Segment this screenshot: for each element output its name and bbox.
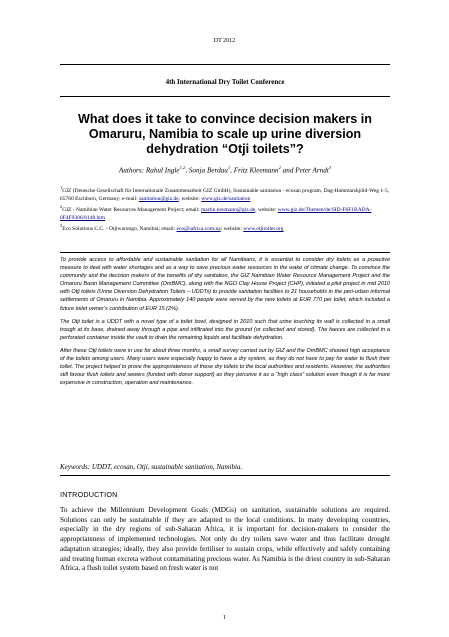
abstract-paragraph: The Otji toilet is a UDDT with a novel type of a toilet bowl, designed in 2010 such that urine touching its wall is collected in a small trough at its base, drained away through a pipe and infiltrated into the ground (or collected and stored). The faeces are collected in a perforated container inside the vault to drain the remaining liquids and facilitate dehydration. xyxy=(60,318,390,341)
page-number: 1 xyxy=(222,614,227,621)
affiliations xyxy=(60,184,390,234)
author-sep: , xyxy=(230,166,234,175)
email-link[interactable]: sanitation@giz.de xyxy=(138,196,179,203)
affil-text: Eco Solutions C.C. - Otjiwarongo, Namibia; email: xyxy=(62,226,177,233)
keywords: Keywords: UDDT, ecosan, Otji, sustainable sanitation, Namibia. xyxy=(60,463,243,471)
author-affil-mark: 1,2 xyxy=(179,165,186,170)
author-name: Sonja Berdau xyxy=(188,166,228,175)
keywords-bottom-rule xyxy=(60,475,390,476)
affil-text: , website: xyxy=(255,207,278,214)
affil-mark: 1 xyxy=(60,185,63,190)
affil-text: GIZ (Deutsche Gesellschaft für Internationale Zusammenarbeit GIZ GmbH), Sustainable sanitation - ecosan program, Dag-Hammarskjöld-Weg 1-5, 65760 Eschborn, Germany; e-mail: xyxy=(60,187,390,203)
abstract xyxy=(60,256,390,392)
abstract-paragraph: After these Otji toilets were in use for about three months, a small survey carried out by GIZ and the OmBMC showed high acceptance of the toilets among users. Many users were especially happy to have a dry system, as they do not have to pay for water to flush their toilet. The project helped to prove the appropriateness of these dry toilets to the local authorities and residents. However, the authorities still favour flush toilets and sewers (funded with donor support) as they perceive it as a “high class” solution even though it is far more expensive in construction, operation and maintenance. xyxy=(60,347,390,387)
running-head: DT 2012 xyxy=(213,38,236,44)
affil-text: GIZ - Namibian Water Resources Management Project; email: xyxy=(62,207,201,214)
affil-mark: 3 xyxy=(60,223,63,229)
author-sep: , xyxy=(185,166,189,175)
author-name: Peter Arndt xyxy=(295,166,329,175)
conference-title: 4th International Dry Toilet Conference xyxy=(165,78,285,86)
affil-text: , website: xyxy=(178,196,202,203)
website-link[interactable]: www.giz.de/sanitation xyxy=(201,196,251,203)
author-affil-mark: 1 xyxy=(227,165,231,170)
website-link[interactable]: www.otjitoilet.org xyxy=(243,226,284,233)
section-heading: INTRODUCTION xyxy=(60,490,118,499)
website-link[interactable]: www.giz.de/Themen/de/SID-F6F1BADA-0F4F9306/8148.htm xyxy=(60,207,372,222)
affiliation-item xyxy=(60,184,390,203)
email-link[interactable]: martin.neumann@giz.de xyxy=(201,207,256,214)
paper-title: What does it take to convince decision makers in Omaruru, Namibia to scale up urine diversion dehydration “Otji toilets”? xyxy=(78,112,372,156)
author-affil-mark: 2 xyxy=(278,165,281,170)
email-link[interactable]: eco@iafrica.com.na xyxy=(176,226,221,233)
author-sep: and xyxy=(280,166,296,175)
author-affil-mark: 3 xyxy=(328,165,332,170)
abstract-paragraph: To provide access to affordable and sustainable sanitation for all Namibians, it is essential to consider dry toilets as a proactive measure to deal with water shortages and as a way to save precious water resources in the wake of climate change. To convince the community and the decision makers of the benefits of dry sanitation, the GIZ Namibian Water Resource Management Project and the Omaruru Basin Management Committee (OmBMC), along with the NGO Clay House Project (CHP), initiated a pilot project in mid 2010 with Otji toilets (Urine Diversion Dehydration Toilets – UDDTs) to provide sanitation facilities to 21 households in the peri-urban informal settlements of Omaruru in Namibia. Approximately 140 people were served by the new toilets at EUR 770 per toilet, which included a future toilet owner’s contribution of EUR 15 (2%). xyxy=(60,257,390,312)
affiliation-item xyxy=(60,222,390,233)
affiliation-item xyxy=(60,203,390,222)
affil-mark: 2 xyxy=(60,204,63,210)
intro-paragraph: To achieve the Millennium Development Goals (MDGs) on sanitation, sustainable solutions are required. Solutions can only be sustainable if they are adapted to the local conditions. In many developing countries, especially in the dry regions of sub-Saharan Africa, it is important for decision-makers to consider the appropriateness of implemented technologies. Not only do dry toilets save water and thus facilitate drought adaptation strategies; ideally, they also provide fertiliser to sustain crops, while effectively and safely containing and treating human excreta without contaminating precious water. As Namibia is the driest country in sub-Saharan Africa, a flush toilet system based on fresh water is not xyxy=(60,506,390,573)
conference-banner xyxy=(60,64,390,97)
author-name: Rahul Ingle xyxy=(145,166,180,175)
author-line xyxy=(60,165,390,174)
abstract-top-rule xyxy=(60,252,390,253)
author-name: Fritz Kleemann xyxy=(233,166,279,175)
affil-text: ; website: xyxy=(220,226,244,233)
authors-prefix: Authors: xyxy=(118,166,146,175)
